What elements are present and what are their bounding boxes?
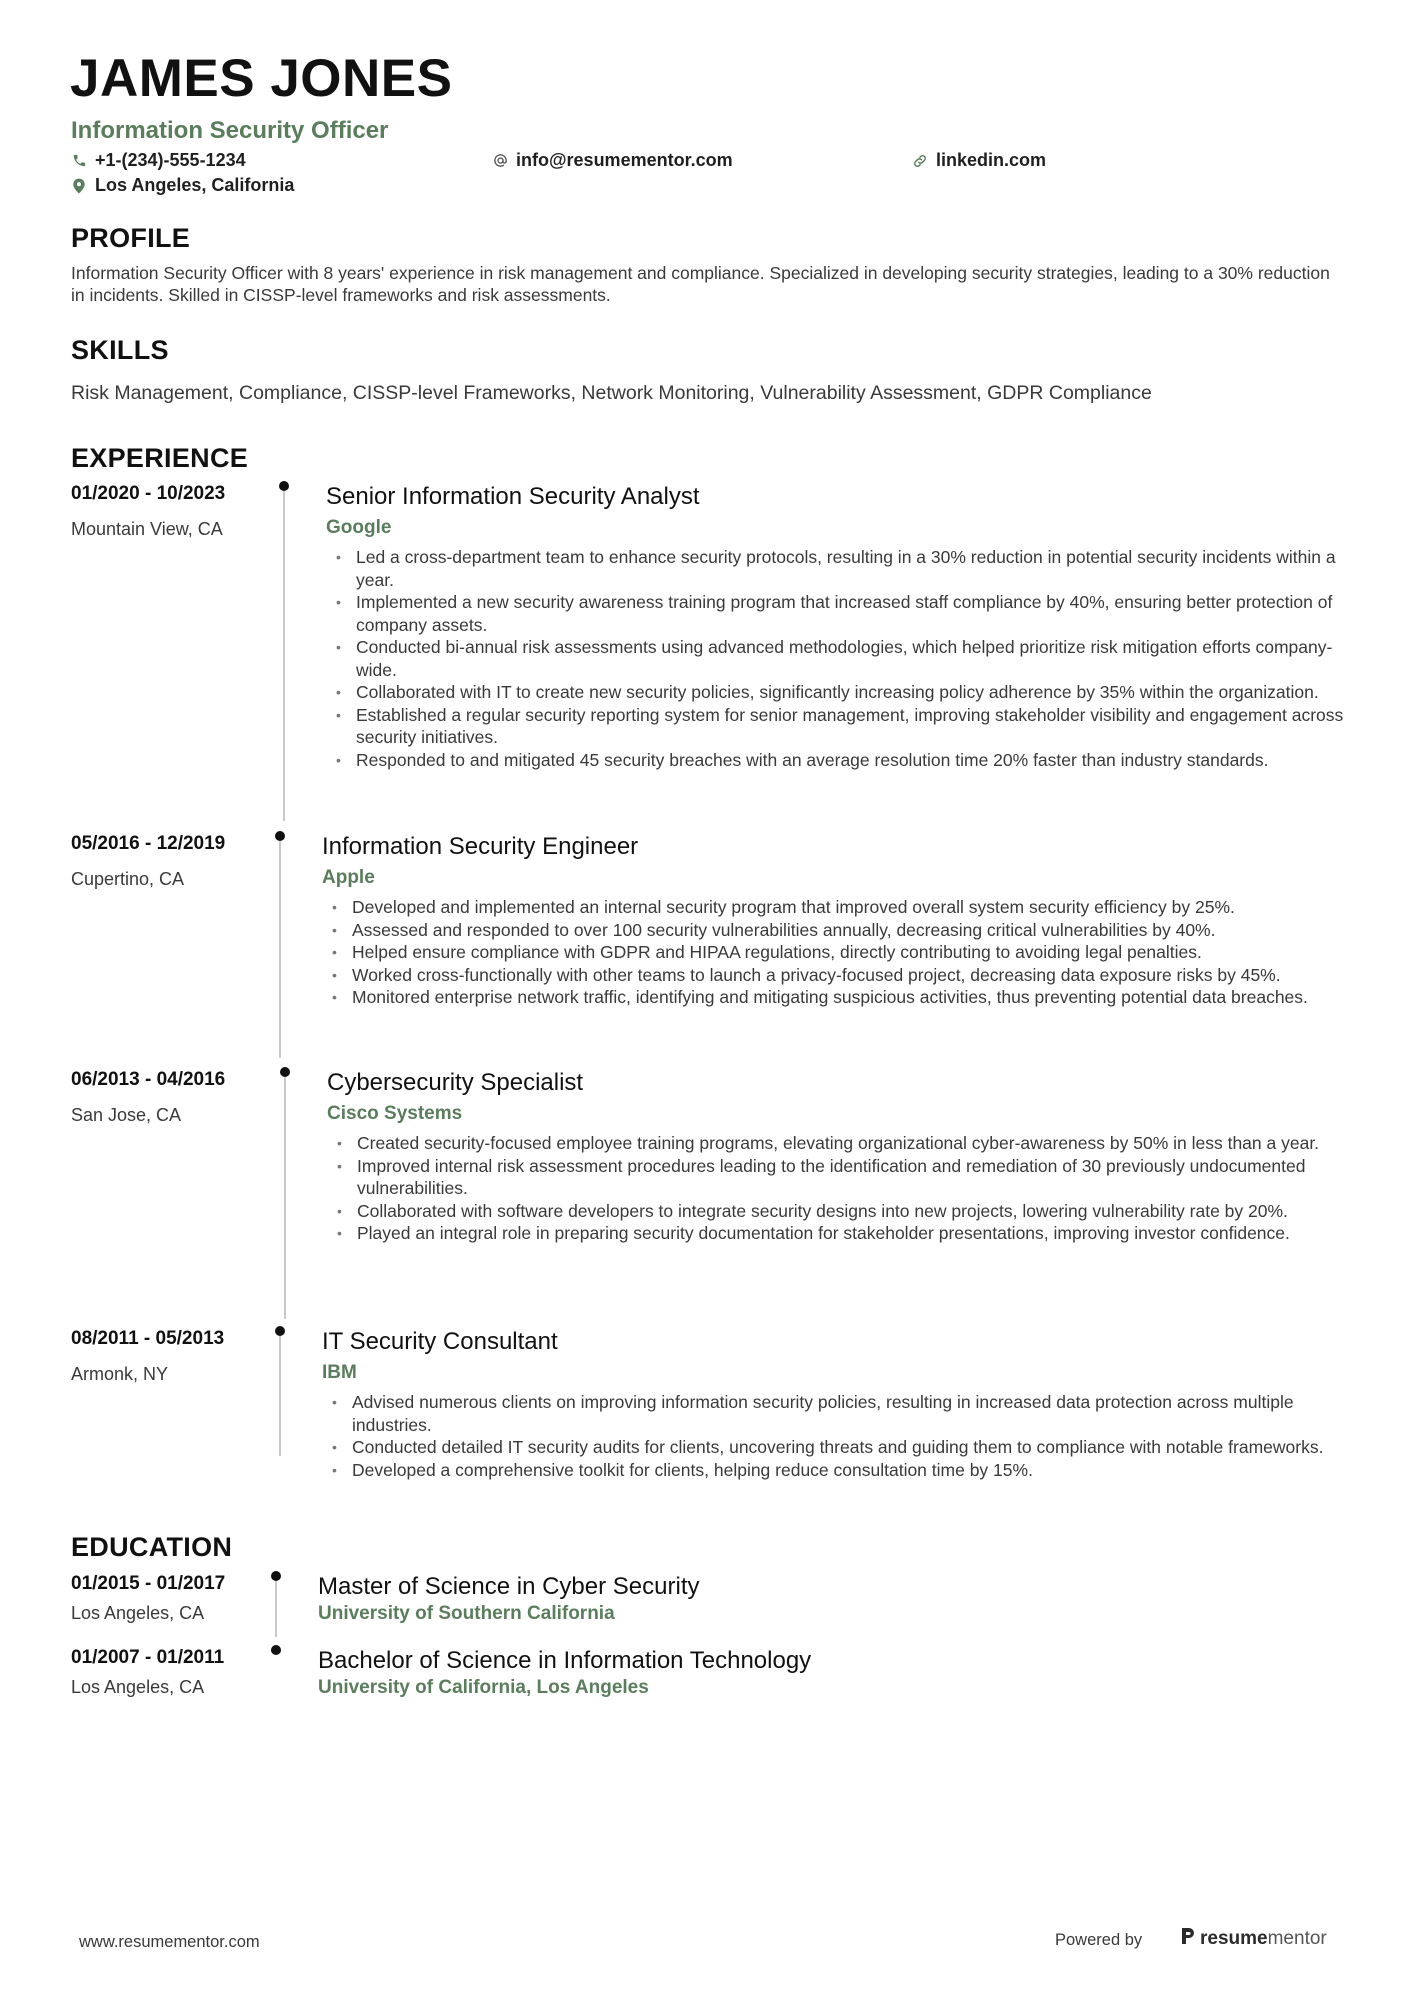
timeline-dot bbox=[275, 831, 285, 841]
timeline-dot bbox=[279, 481, 289, 491]
list-item: • Helped ensure compliance with GDPR and HIPAA regulations, directly contributing to avoiding legal penalties. bbox=[332, 942, 1202, 962]
job-company: IBM bbox=[322, 1362, 357, 1383]
job-company: Cisco Systems bbox=[327, 1103, 463, 1124]
edu-location: Los Angeles, CA bbox=[71, 1677, 205, 1697]
list-item: • Played an integral role in preparing security documentation for stakeholder presentations, improving investor confidence. bbox=[337, 1223, 1290, 1243]
skills-heading: SKILLS bbox=[71, 335, 169, 365]
job-title: Information Security Engineer bbox=[322, 833, 639, 860]
job-title: Senior Information Security Analyst bbox=[326, 483, 700, 510]
timeline-line bbox=[284, 1077, 286, 1319]
job-location: San Jose, CA bbox=[71, 1105, 182, 1125]
map-pin-icon bbox=[71, 178, 87, 194]
brand-icon bbox=[1180, 1926, 1196, 1952]
job-location: Mountain View, CA bbox=[71, 519, 223, 539]
list-item: • Developed and implemented an internal security program that improved overall system security efficiency by 25%. bbox=[332, 897, 1235, 917]
job-title: Cybersecurity Specialist bbox=[327, 1069, 584, 1096]
timeline-dot bbox=[271, 1645, 281, 1655]
candidate-name: JAMES JONES bbox=[70, 49, 453, 108]
linkedin-text: linkedin.com bbox=[936, 150, 1047, 170]
job-dates: 06/2013 - 04/2016 bbox=[71, 1069, 226, 1090]
contact-phone[interactable] bbox=[71, 150, 246, 171]
list-item: • Responded to and mitigated 45 security breaches with an average resolution time 20% faster than industry standards. bbox=[336, 749, 1269, 770]
list-item: • Monitored enterprise network traffic, identifying and mitigating suspicious activities, thus preventing potential data breaches. bbox=[332, 987, 1308, 1007]
brand-name-bold: resume bbox=[1200, 1928, 1268, 1949]
footer-website-link[interactable]: www.resumementor.com bbox=[79, 1933, 260, 1951]
contact-location bbox=[71, 175, 294, 196]
job-title: IT Security Consultant bbox=[322, 1328, 558, 1355]
job-dates: 01/2020 - 10/2023 bbox=[71, 483, 226, 504]
job-bullets bbox=[333, 1132, 1355, 1245]
phone-icon bbox=[71, 153, 87, 169]
list-item: • Assessed and responded to over 100 security vulnerabilities annually, decreasing critical vulnerabilities by 40%. bbox=[332, 919, 1216, 940]
candidate-role: Information Security Officer bbox=[71, 117, 389, 144]
timeline-dot bbox=[271, 1571, 281, 1581]
brand-logo[interactable] bbox=[1180, 1926, 1327, 1952]
edu-degree: Bachelor of Science in Information Technology bbox=[318, 1647, 812, 1674]
profile-summary: Information Security Officer with 8 years' experience in risk management and compliance. Specialized in developing security strategies, leading to a 30% reduction in incidents. Skilled in CISSP-level frameworks and risk assessments. bbox=[71, 263, 1330, 305]
email-text: info@resumementor.com bbox=[516, 150, 733, 170]
list-item: • Conducted detailed IT security audits for clients, uncovering threats and guiding them to compliance with notable frameworks. bbox=[332, 1437, 1324, 1457]
timeline-line bbox=[275, 1581, 277, 1637]
edu-dates: 01/2015 - 01/2017 bbox=[71, 1573, 226, 1594]
list-item: • Worked cross-functionally with other teams to launch a privacy-focused project, decreasing data exposure risks by 45%. bbox=[332, 964, 1281, 985]
location-text: Los Angeles, California bbox=[95, 175, 295, 195]
profile-heading: PROFILE bbox=[71, 223, 191, 253]
edu-degree: Master of Science in Cyber Security bbox=[318, 1573, 700, 1600]
list-item: • Improved internal risk assessment procedures leading to the identification and remediation of 30 previously undocumented vulnerabilities. bbox=[337, 1155, 1306, 1198]
link-icon bbox=[912, 153, 928, 169]
timeline-line bbox=[279, 1336, 281, 1456]
list-item: • Established a regular security reporting system for senior management, improving stakeholder visibility and engagement across security initiatives. bbox=[336, 704, 1344, 747]
skills-list: Risk Management, Compliance, CISSP-level Frameworks, Network Monitoring, Vulnerability Assessment, GDPR Compliance bbox=[71, 382, 1152, 404]
job-location: Cupertino, CA bbox=[71, 869, 185, 889]
timeline-dot bbox=[275, 1326, 285, 1336]
job-company: Google bbox=[326, 517, 392, 538]
job-bullets bbox=[328, 1391, 1353, 1481]
job-dates: 05/2016 - 12/2019 bbox=[71, 833, 226, 854]
timeline-line bbox=[283, 491, 285, 821]
list-item: • Collaborated with IT to create new security policies, significantly increasing policy adherence by 35% within the organization. bbox=[336, 682, 1319, 702]
contact-email[interactable] bbox=[492, 150, 733, 171]
list-item: • Developed a comprehensive toolkit for clients, helping reduce consultation time by 15%. bbox=[332, 1459, 1033, 1480]
list-item: • Advised numerous clients on improving information security policies, resulting in increased data protection across multiple industries. bbox=[332, 1392, 1294, 1435]
job-dates: 08/2011 - 05/2013 bbox=[71, 1328, 225, 1349]
job-location: Armonk, NY bbox=[71, 1364, 169, 1384]
contact-linkedin[interactable] bbox=[912, 150, 1046, 171]
experience-heading: EXPERIENCE bbox=[71, 443, 249, 473]
job-bullets bbox=[328, 896, 1353, 1009]
list-item: • Collaborated with software developers to integrate security designs into new projects, lowering vulnerability rate by 20%. bbox=[337, 1200, 1288, 1221]
edu-school: University of California, Los Angeles bbox=[318, 1677, 649, 1698]
edu-location: Los Angeles, CA bbox=[71, 1603, 205, 1623]
timeline-line bbox=[279, 841, 281, 1058]
list-item: • Implemented a new security awareness training program that increased staff compliance by 40%, ensuring better protection of company assets. bbox=[336, 592, 1333, 635]
phone-text: +1-(234)-555-1234 bbox=[95, 150, 246, 170]
list-item: • Conducted bi-annual risk assessments using advanced methodologies, which helped prioritize risk mitigation efforts company-wide. bbox=[336, 637, 1333, 680]
timeline-dot bbox=[280, 1067, 290, 1077]
job-company: Apple bbox=[322, 867, 375, 888]
list-item: • Led a cross-department team to enhance security protocols, resulting in a 30% reduction in potential security incidents within a year. bbox=[336, 547, 1336, 590]
job-bullets bbox=[332, 546, 1352, 771]
edu-dates: 01/2007 - 01/2011 bbox=[71, 1647, 225, 1668]
edu-school: University of Southern California bbox=[318, 1603, 615, 1624]
list-item: • Created security-focused employee training programs, elevating organizational cyber-awareness by 50% in less than a year. bbox=[337, 1133, 1320, 1153]
footer-powered-by: Powered by bbox=[1055, 1931, 1143, 1949]
at-icon bbox=[492, 153, 508, 169]
brand-name-light: mentor bbox=[1267, 1928, 1327, 1949]
education-heading: EDUCATION bbox=[71, 1532, 233, 1562]
